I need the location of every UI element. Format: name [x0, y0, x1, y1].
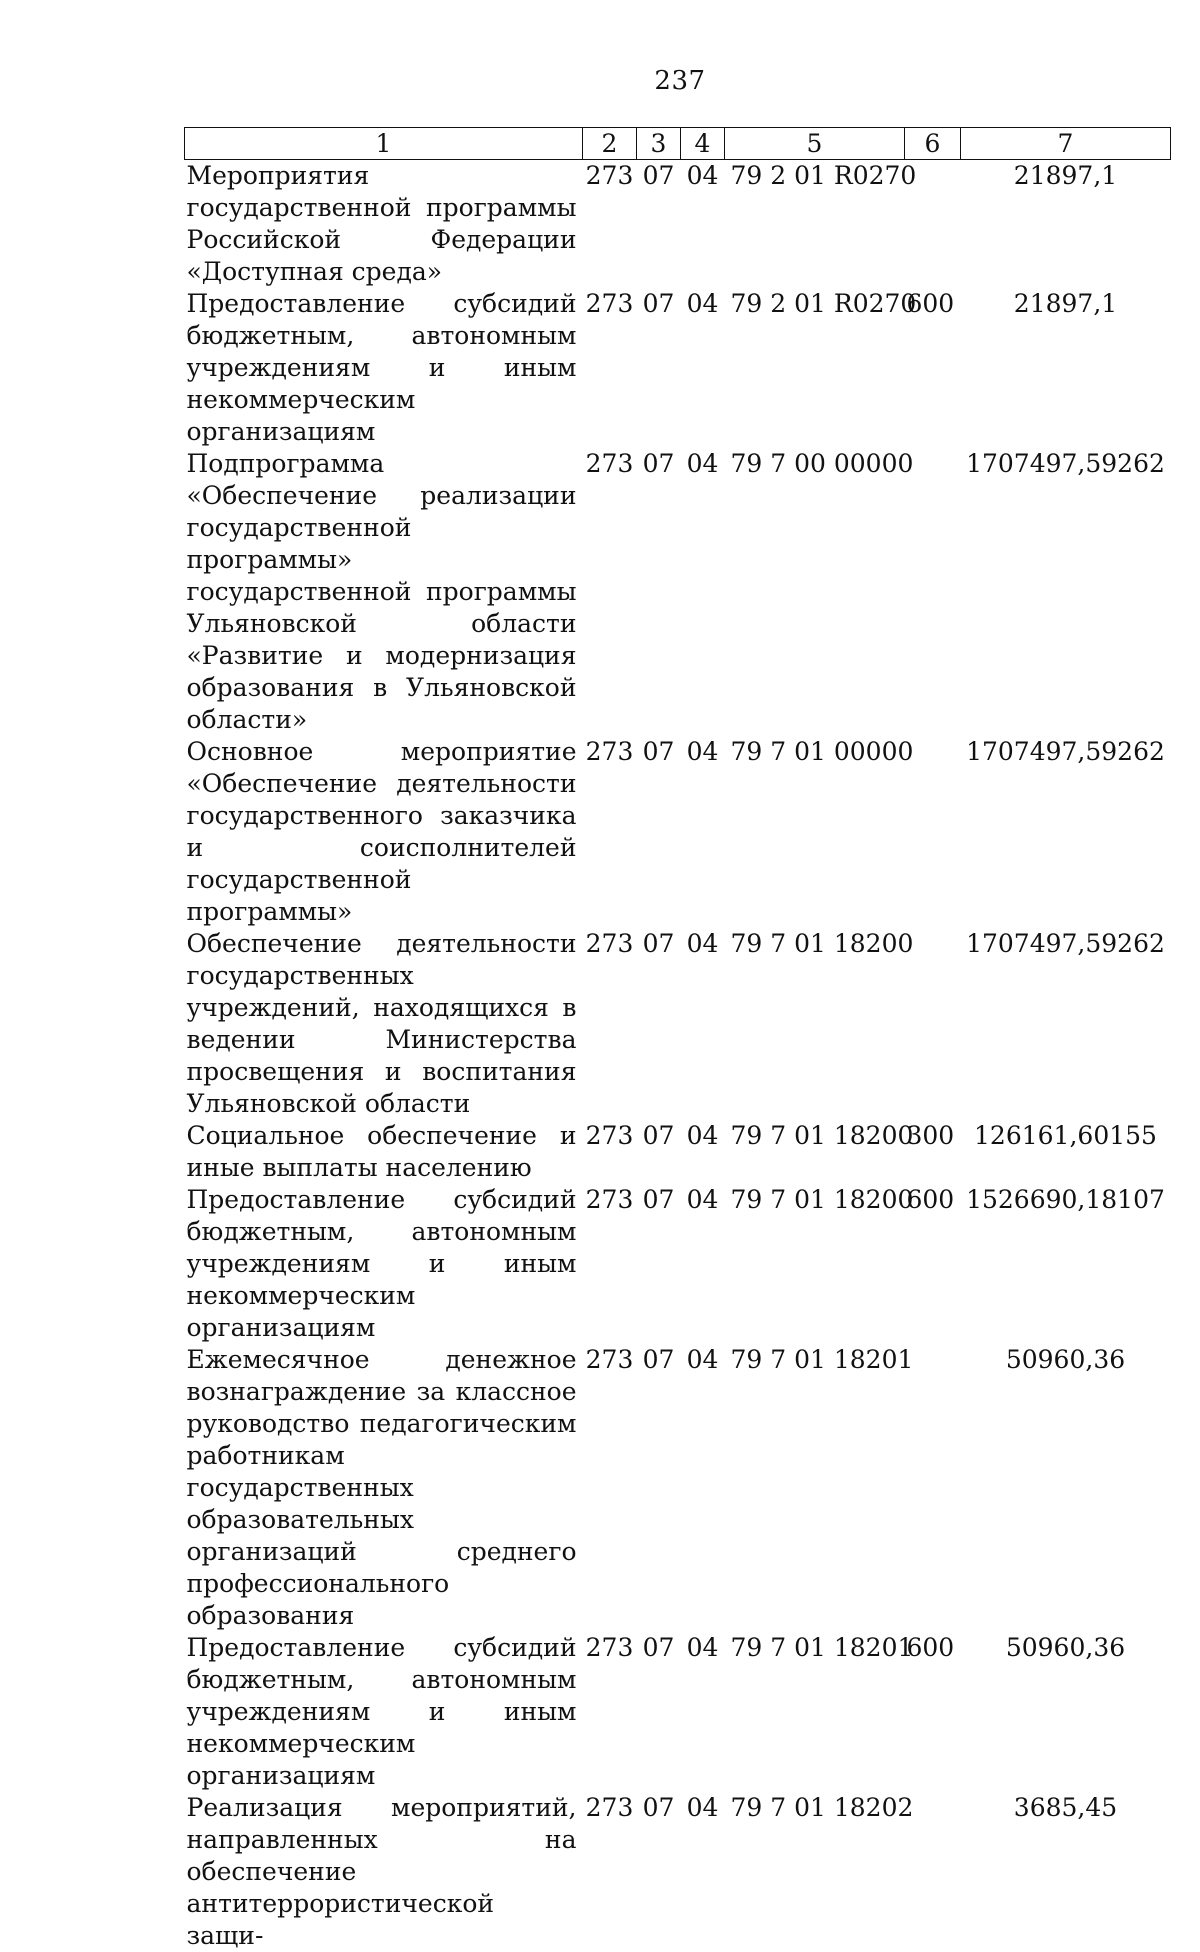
- table-row: [185, 1184, 1171, 1344]
- row-rz: 07: [637, 1120, 681, 1184]
- row-csr: 79 7 01 18201: [725, 1632, 905, 1792]
- row-pr: 04: [681, 160, 725, 289]
- row-pr: 04: [681, 1344, 725, 1632]
- row-name: Социальное обеспечение и иные выплаты населению: [185, 1120, 583, 1184]
- row-name: Реализация мероприятий, направленных на обеспечение антитеррористической защи-: [185, 1792, 583, 1952]
- header-col-5: 5: [725, 128, 905, 160]
- row-amount: 1707497,59262: [961, 736, 1171, 928]
- row-gr: 273: [583, 160, 637, 289]
- row-amount: 1707497,59262: [961, 448, 1171, 736]
- row-pr: 04: [681, 448, 725, 736]
- row-amount: 1526690,18107: [961, 1184, 1171, 1344]
- table-row: [185, 1792, 1171, 1952]
- table-row: [185, 736, 1171, 928]
- header-col-4: 4: [681, 128, 725, 160]
- row-vr: 600: [905, 1184, 961, 1344]
- row-csr: 79 7 01 18201: [725, 1344, 905, 1632]
- row-csr: 79 2 01 R0270: [725, 288, 905, 448]
- row-vr: 600: [905, 1632, 961, 1792]
- row-name: Предоставление субсидий бюджетным, автономным учреждениям и иным некоммерческим организациям: [185, 1184, 583, 1344]
- row-rz: 07: [637, 736, 681, 928]
- header-col-2: 2: [583, 128, 637, 160]
- row-amount: 50960,36: [961, 1344, 1171, 1632]
- header-col-7: 7: [961, 128, 1171, 160]
- row-amount: 21897,1: [961, 160, 1171, 289]
- row-vr: [905, 448, 961, 736]
- row-pr: 04: [681, 1184, 725, 1344]
- row-gr: 273: [583, 928, 637, 1120]
- row-name: Ежемесячное денежное вознаграждение за классное руководство педагогическим работникам государственных образовательных организаций среднего профессионального образования: [185, 1344, 583, 1632]
- row-amount: 1707497,59262: [961, 928, 1171, 1120]
- table-row: [185, 160, 1171, 289]
- row-gr: 273: [583, 1120, 637, 1184]
- row-pr: 04: [681, 288, 725, 448]
- row-csr: 79 7 01 00000: [725, 736, 905, 928]
- row-vr: 300: [905, 1120, 961, 1184]
- row-amount: 126161,60155: [961, 1120, 1171, 1184]
- table-row: [185, 1632, 1171, 1792]
- row-rz: 07: [637, 288, 681, 448]
- row-rz: 07: [637, 1344, 681, 1632]
- row-amount: 50960,36: [961, 1632, 1171, 1792]
- header-col-6: 6: [905, 128, 961, 160]
- row-csr: 79 7 01 18200: [725, 928, 905, 1120]
- row-gr: 273: [583, 448, 637, 736]
- row-gr: 273: [583, 1792, 637, 1952]
- row-amount: 21897,1: [961, 288, 1171, 448]
- table-row: [185, 1120, 1171, 1184]
- page-number: 237: [0, 66, 1200, 96]
- row-gr: 273: [583, 1344, 637, 1632]
- row-pr: 04: [681, 1632, 725, 1792]
- row-gr: 273: [583, 1632, 637, 1792]
- row-vr: [905, 1792, 961, 1952]
- row-name: Подпрограмма «Обеспечение реализации государственной программы» государственной программы Ульяновской области «Развитие и модернизация образования в Ульяновской области»: [185, 448, 583, 736]
- row-pr: 04: [681, 736, 725, 928]
- row-csr: 79 7 01 18202: [725, 1792, 905, 1952]
- row-gr: 273: [583, 1184, 637, 1344]
- row-gr: 273: [583, 736, 637, 928]
- row-vr: 600: [905, 288, 961, 448]
- row-rz: 07: [637, 1792, 681, 1952]
- row-pr: 04: [681, 1120, 725, 1184]
- row-name: Основное мероприятие «Обеспечение деятельности государственного заказчика и соисполнителей государственной программы»: [185, 736, 583, 928]
- row-csr: 79 7 00 00000: [725, 448, 905, 736]
- row-gr: 273: [583, 288, 637, 448]
- row-rz: 07: [637, 928, 681, 1120]
- row-rz: 07: [637, 448, 681, 736]
- table-row: [185, 928, 1171, 1120]
- table-row: [185, 1344, 1171, 1632]
- row-vr: [905, 1344, 961, 1632]
- row-name: Обеспечение деятельности государственных учреждений, находящихся в ведении Министерства просвещения и воспитания Ульяновской области: [185, 928, 583, 1120]
- header-col-1: 1: [185, 128, 583, 160]
- row-name: Предоставление субсидий бюджетным, автономным учреждениям и иным некоммерческим организациям: [185, 288, 583, 448]
- row-rz: 07: [637, 160, 681, 289]
- row-csr: 79 7 01 18200: [725, 1184, 905, 1344]
- budget-table: [184, 127, 1171, 1952]
- table-body: [185, 160, 1171, 1952]
- row-pr: 04: [681, 928, 725, 1120]
- header-col-3: 3: [637, 128, 681, 160]
- table-row: [185, 448, 1171, 736]
- row-csr: 79 7 01 18200: [725, 1120, 905, 1184]
- row-name: Мероприятия государственной программы Российской Федерации «Доступная среда»: [185, 160, 583, 289]
- row-rz: 07: [637, 1632, 681, 1792]
- table-header: [185, 128, 1171, 160]
- row-pr: 04: [681, 1792, 725, 1952]
- row-name: Предоставление субсидий бюджетным, автономным учреждениям и иным некоммерческим организациям: [185, 1632, 583, 1792]
- table-row: [185, 288, 1171, 448]
- row-rz: 07: [637, 1184, 681, 1344]
- row-csr: 79 2 01 R0270: [725, 160, 905, 289]
- row-amount: 3685,45: [961, 1792, 1171, 1952]
